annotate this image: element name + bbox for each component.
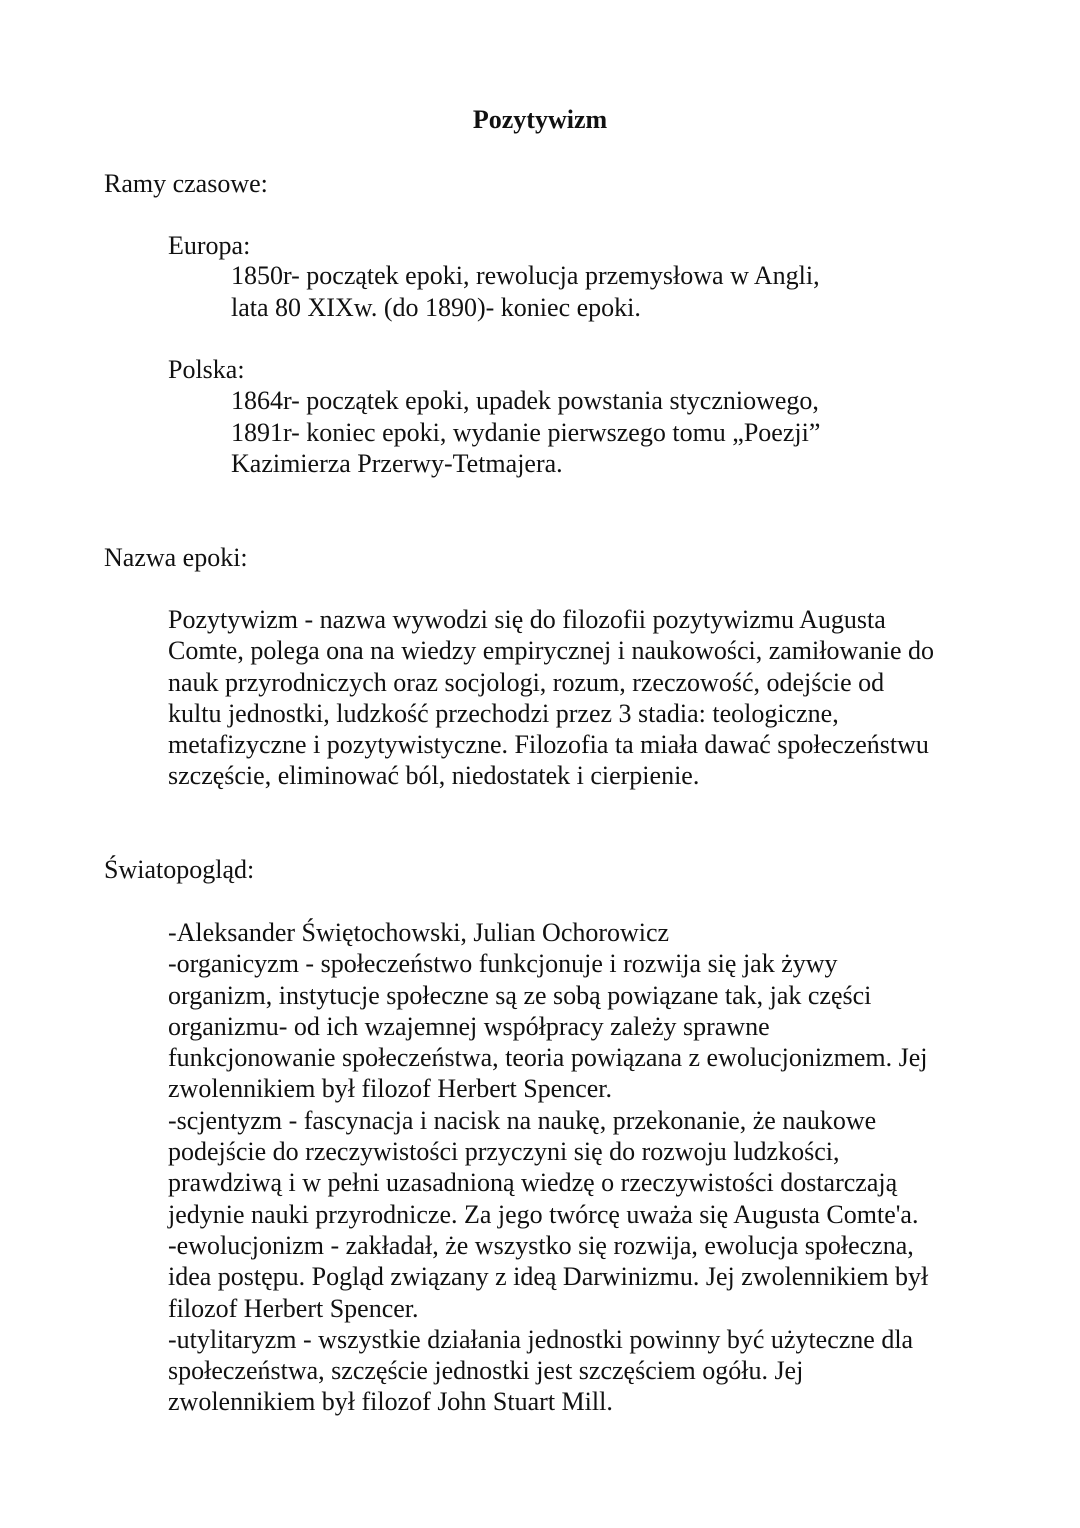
europa-lines [231,260,820,323]
paragraph-line: społeczeństwa, szczęście jednostki jest szczęściem ogółu. Jej [168,1356,804,1386]
polska-lines [231,385,820,480]
paragraph-line: podejście do rzeczywistości przyczyni się do rozwoju ludzkości, [168,1137,840,1167]
polska-line: 1891r- koniec epoki, wydanie pierwszego tomu „Poezji” [231,417,821,447]
polska-line: Kazimierza Przerwy-Tetmajera. [231,449,563,478]
paragraph-line: -ewolucjonizm - zakładał, że wszystko się rozwija, ewolucja społeczna, [168,1230,914,1260]
polska-line: 1864r- początek epoki, upadek powstania styczniowego, [231,386,819,415]
paragraph-line: zwolennikiem był filozof Herbert Spencer. [168,1074,613,1104]
section-heading-ramy-czasowe: Ramy czasowe: [104,169,268,198]
paragraph-line: zwolennikiem był filozof John Stuart Mill. [168,1387,613,1417]
page-title: Pozytywizm [472,105,608,134]
section-heading-swiatopoglad: Światopogląd: [104,855,255,884]
swiatopoglad-paragraph [168,917,928,1418]
subheading-polska: Polska: [168,355,245,384]
paragraph-line: organizmu- od ich wzajemnej współpracy zależy sprawne [168,1011,770,1041]
paragraph-line: organizm, instytucje społeczne są ze sobą powiązane tak, jak części [168,980,872,1010]
paragraph-line: metafizyczne i pozytywistyczne. Filozofia ta miała dawać społeczeństwu [168,730,929,760]
europa-line: lata 80 XIXw. (do 1890)- koniec epoki. [231,292,641,322]
paragraph-line: -organicyzm - społeczeństwo funkcjonuje i rozwija się jak żywy [168,949,838,979]
nazwa-paragraph [168,604,934,792]
paragraph-line: idea postępu. Pogląd związany z ideą Darwinizmu. Jej zwolennikiem był [168,1262,929,1292]
paragraph-line: -utylitaryzm - wszystkie działania jednostki powinny być użyteczne dla [168,1324,914,1354]
section-heading-nazwa-epoki: Nazwa epoki: [104,543,248,572]
paragraph-line: -scjentyzm - fascynacja i nacisk na naukę, przekonanie, że naukowe [168,1105,877,1135]
paragraph-line: jedynie nauki przyrodnicze. Za jego twórcę uważa się Augusta Comte'a. [168,1199,919,1229]
subheading-europa: Europa: [168,231,251,260]
paragraph-line: Pozytywizm - nazwa wywodzi się do filozofii pozytywizmu Augusta [168,605,886,634]
paragraph-line: prawdziwą i w pełni uzasadnioną wiedzę o rzeczywistości dostarczają [168,1168,898,1198]
paragraph-line: Comte, polega ona na wiedzy empirycznej i naukowości, zamiłowanie do [168,636,935,666]
paragraph-line: -Aleksander Świętochowski, Julian Ochorowicz [168,918,670,947]
paragraph-line: filozof Herbert Spencer. [168,1293,419,1323]
paragraph-line: szczęście, eliminować ból, niedostatek i cierpienie. [168,761,700,791]
paragraph-line: nauk przyrodniczych oraz socjologi, rozum, rzeczowość, odejście od [168,667,885,697]
paragraph-line: kultu jednostki, ludzkość przechodzi przez 3 stadia: teologiczne, [168,698,839,728]
europa-line: 1850r- początek epoki, rewolucja przemysłowa w Angli, [231,261,820,290]
paragraph-line: funkcjonowanie społeczeństwa, teoria powiązana z ewolucjonizmem. Jej [168,1043,928,1073]
